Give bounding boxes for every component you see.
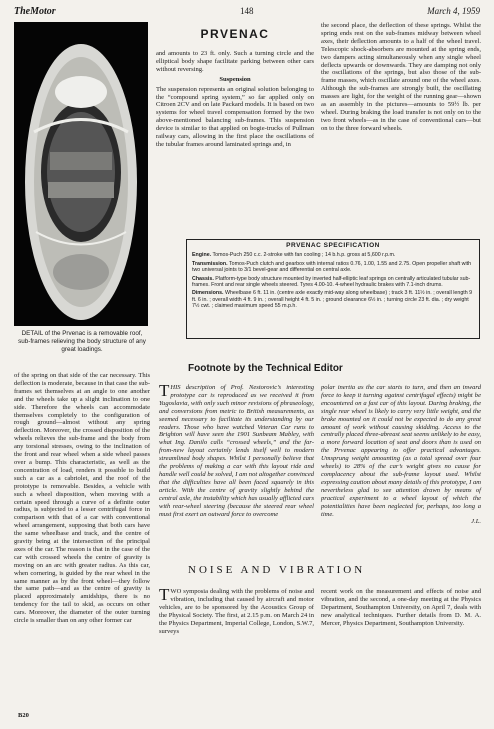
spec-label: Transmission.: [192, 260, 228, 267]
spec-label: Chassis.: [192, 275, 214, 282]
spec-text: Wheelbase 6 ft. 11 in. (centre axle exactly mid-way along wheelbase) ; track 3 ft. 11½ in. ; overall length 9 ft. 6 in. ; overall width 4 ft. 9 in. ; overall height 4 ft. 5 in. ; ground clearance 6½ in. ; turning circle 23 ft. dia. ; dry weight 7½ cwt. ; claimed maximum speed 55 m.p.h.: [192, 290, 473, 310]
spec-item: [192, 276, 474, 289]
noise-text: WO symposia dealing with the problems of noise and vibration, including that caused by aircraft and motor vehicles, are to be sponsored by the Acoustics Group of the Physical Society. The first, at 2.15 p.m. on March 24 in the Physics Department, Imperial College, London, S.W.7, surveys: [159, 588, 314, 635]
page-code: B20: [18, 712, 29, 719]
car-photo: [14, 22, 148, 326]
noise-paragraph: recent work on the measurement and effects of noise and vibration, and the second, a one-day meeting at the Physics Department, Southampton University, on April 7, deals with new analytical techniques. Further details from D. M. A. Mercer, Physics Department, Southampton University.: [321, 588, 481, 627]
spec-text: Platform-type body structure mounted by inverted half-elliptic leaf springs on centrally articulated tubular sub-frames. Front and rear single wheels steered. Tyres 4.00-10. 4-wheel hydraulic brakes with 7.1-inch drums.: [192, 275, 471, 289]
noise-column-1: [159, 585, 314, 635]
footnote-signature: J.L.: [471, 518, 481, 526]
spec-item: [192, 252, 474, 258]
drop-cap: T: [159, 381, 170, 400]
footnote-paragraph: [159, 381, 314, 518]
page-number: 148: [240, 6, 254, 16]
page-header: [14, 6, 480, 20]
article-column-2: [321, 22, 481, 133]
photo-caption: DETAIL of the Prvenac is a removable roof, sub-frames relieving the body structure of any great loadings.: [18, 330, 146, 353]
section-heading-suspension: Suspension: [219, 75, 251, 83]
footnote-text: HIS description of Prof. Nestorovic’s interesting prototype car is reproduced as we received it from Yugoslavia, with only such minor revisions of phraseology, and conversions from metric to British measurements, as seemed necessary to facilitate its understanding by our readers. Those who have watched Veteran Car runs to Brighton will have seen the 1901 Sunbeam Mabley, with what Ing. Danilo calls “crossed wheels,” and the far-from-new layout certainly lends itself well to modern streamlined body shapes. Whilst I personally believe that the problems of making a car with this layout ride and handle well could be solved, I am not altogether convinced that the difficulties have all been faced squarely in this article. With the centre of gravity slightly behind the central axle, the instability which has usually afflicted cars with rear-wheel steering (because the steered rear wheel must first exert an outward force to overcome: [159, 384, 314, 518]
specification-box: [186, 239, 480, 339]
drop-cap: T: [159, 585, 170, 604]
footnote-title: Footnote by the Technical Editor: [188, 363, 343, 374]
spec-item: [192, 290, 474, 309]
car-photo-illustration: [14, 22, 148, 326]
footnote-paragraph: polar inertia as the car starts to turn, and then an inward force to keep it turning against centrifugal effects) might be encountered on a fast car of this layout. During braking, the single rear wheel is likely to carry very little weight, and the brake mounted on it could not be expected to do any great amount of work without causing skidding. Access to the centrally placed three-abreast seat seems unlikely to be easy, a more forward location of seat and doors than is used on the Prvenac appearing to offer practical advantages. Umsprung weight amounting (as a total spread over four wheels) to 28% of the car’s weight gives no cause for complacency about the sub-frame layout used. Whilst expressing caution about many details of this prototype, I am nevertheless glad to see attention drawn by means of practical experiment to a wheel layout of which the potentialities have been neglected for, perhaps, too long a time.: [321, 384, 481, 518]
article-column-3: [14, 372, 150, 625]
spec-title: PRVENAC SPECIFICATION: [286, 242, 380, 249]
spec-text: Tomos-Puch 250 c.c. 2-stroke with fan cooling ; 14 b.h.p. gross at 5,600 r.p.m.: [212, 252, 396, 259]
noise-column-2: [321, 588, 481, 628]
article-paragraph: of the spring on that side of the car necessary. This deflection is moderate, because in that case the sub-frames set themselves at an angle to one another and the wheels take up a slight inclination to one side. Therefore the wheels can accommodate themselves completely to the configuration of rough ground—almost without any spring deflection. Moreover, the crossed disposition of the wheels relieves the sub-frame and the body from any torsional stresses, owing to the inclination of the front and rear wheel when a side wheel passes over a bump. This characteristic, as well as the concentration of load, renders it possible to build such a car as a cabriolet, and the roof of the prototype is removable. Besides, a vehicle with such a wheel disposition, when moving with a certain speed through a curve of a definite outer radius, is subjected to a lesser centrifugal force in comparison with that of a car with conventional wheel arrangement, supposing that both cars have the same wheelbase and track, and the centre of gravity being at the intersection of the principal axes of the car. The reason is that in the case of the car with crossed wheels the centre of gravity is moving on an arc with greater radius. As this car, when cornering, is guided by the rear wheel in the same manner as by the front wheel—they follow the same path—and as the centre of gravity is placed approximately amidships, there is no tendency for the tail to skid, as occurs on other cars. Moreover, the diameter of the outer turning circle is smaller than on any other former car: [14, 372, 150, 625]
spec-label: Dimensions.: [192, 290, 224, 297]
footnote-column-2: [321, 384, 481, 526]
article-title: PRVENAC: [200, 27, 270, 41]
spec-label: Engine.: [192, 252, 212, 259]
spec-text: Tomos-Puch clutch and gearbox with internal ratios 0.76, 1.00, 1.55 and 2.75. Open propeller shaft with two universal joints to 3/1 bevel-gear and differential on central axle.: [192, 260, 472, 274]
article-paragraph: and amounts to 23 ft. only. Such a turning circle and the elliptical body shape facilitate parking between other cars without reversing.: [156, 50, 314, 73]
noise-paragraph: [159, 585, 314, 635]
footnote-column-1: [159, 381, 314, 518]
issue-date: March 4, 1959: [427, 6, 480, 16]
masthead: TheMotor: [14, 6, 56, 17]
article-paragraph: The suspension represents an original solution belonging to the “compound spring system,” so far applied only on Citroen 2CV and on late Packard models. It is based on two systems for wheel travel compensation formed by the two above-mentioned balancing sub-frames. This suspension device is similar to that applied on bogie-trucks of Pullman railway cars, allowing in the first place the oscillations of the tubular frames around laminated springs and, in: [156, 85, 314, 148]
noise-section-title: NOISE AND VIBRATION: [188, 564, 366, 576]
spec-item: [192, 261, 474, 274]
article-paragraph: the second place, the deflection of these springs. Whilst the spring ends rest on the sub-frames midway between wheel axes, their deflection amounts to a half of the wheel travel. Telescopic shock-absorbers are mounted at the spring ends, two dampers acting simultaneously when any single wheel deflects upwards or downwards. They are damping not only the oscillations of the springs, but also those of the sub-frame masses, which oscillate around one of the wheel axes. Although the sub-frames are strongly built, the oscillating masses are light, for the weight of the running gear—shown as an assembly in the pictures—amounts to 59½ lb. per wheel. During braking the load transfer is not only on to the two front wheels—as in the case of conventional cars—but on to the three forward wheels.: [321, 22, 481, 132]
article-column-1: [156, 50, 314, 149]
